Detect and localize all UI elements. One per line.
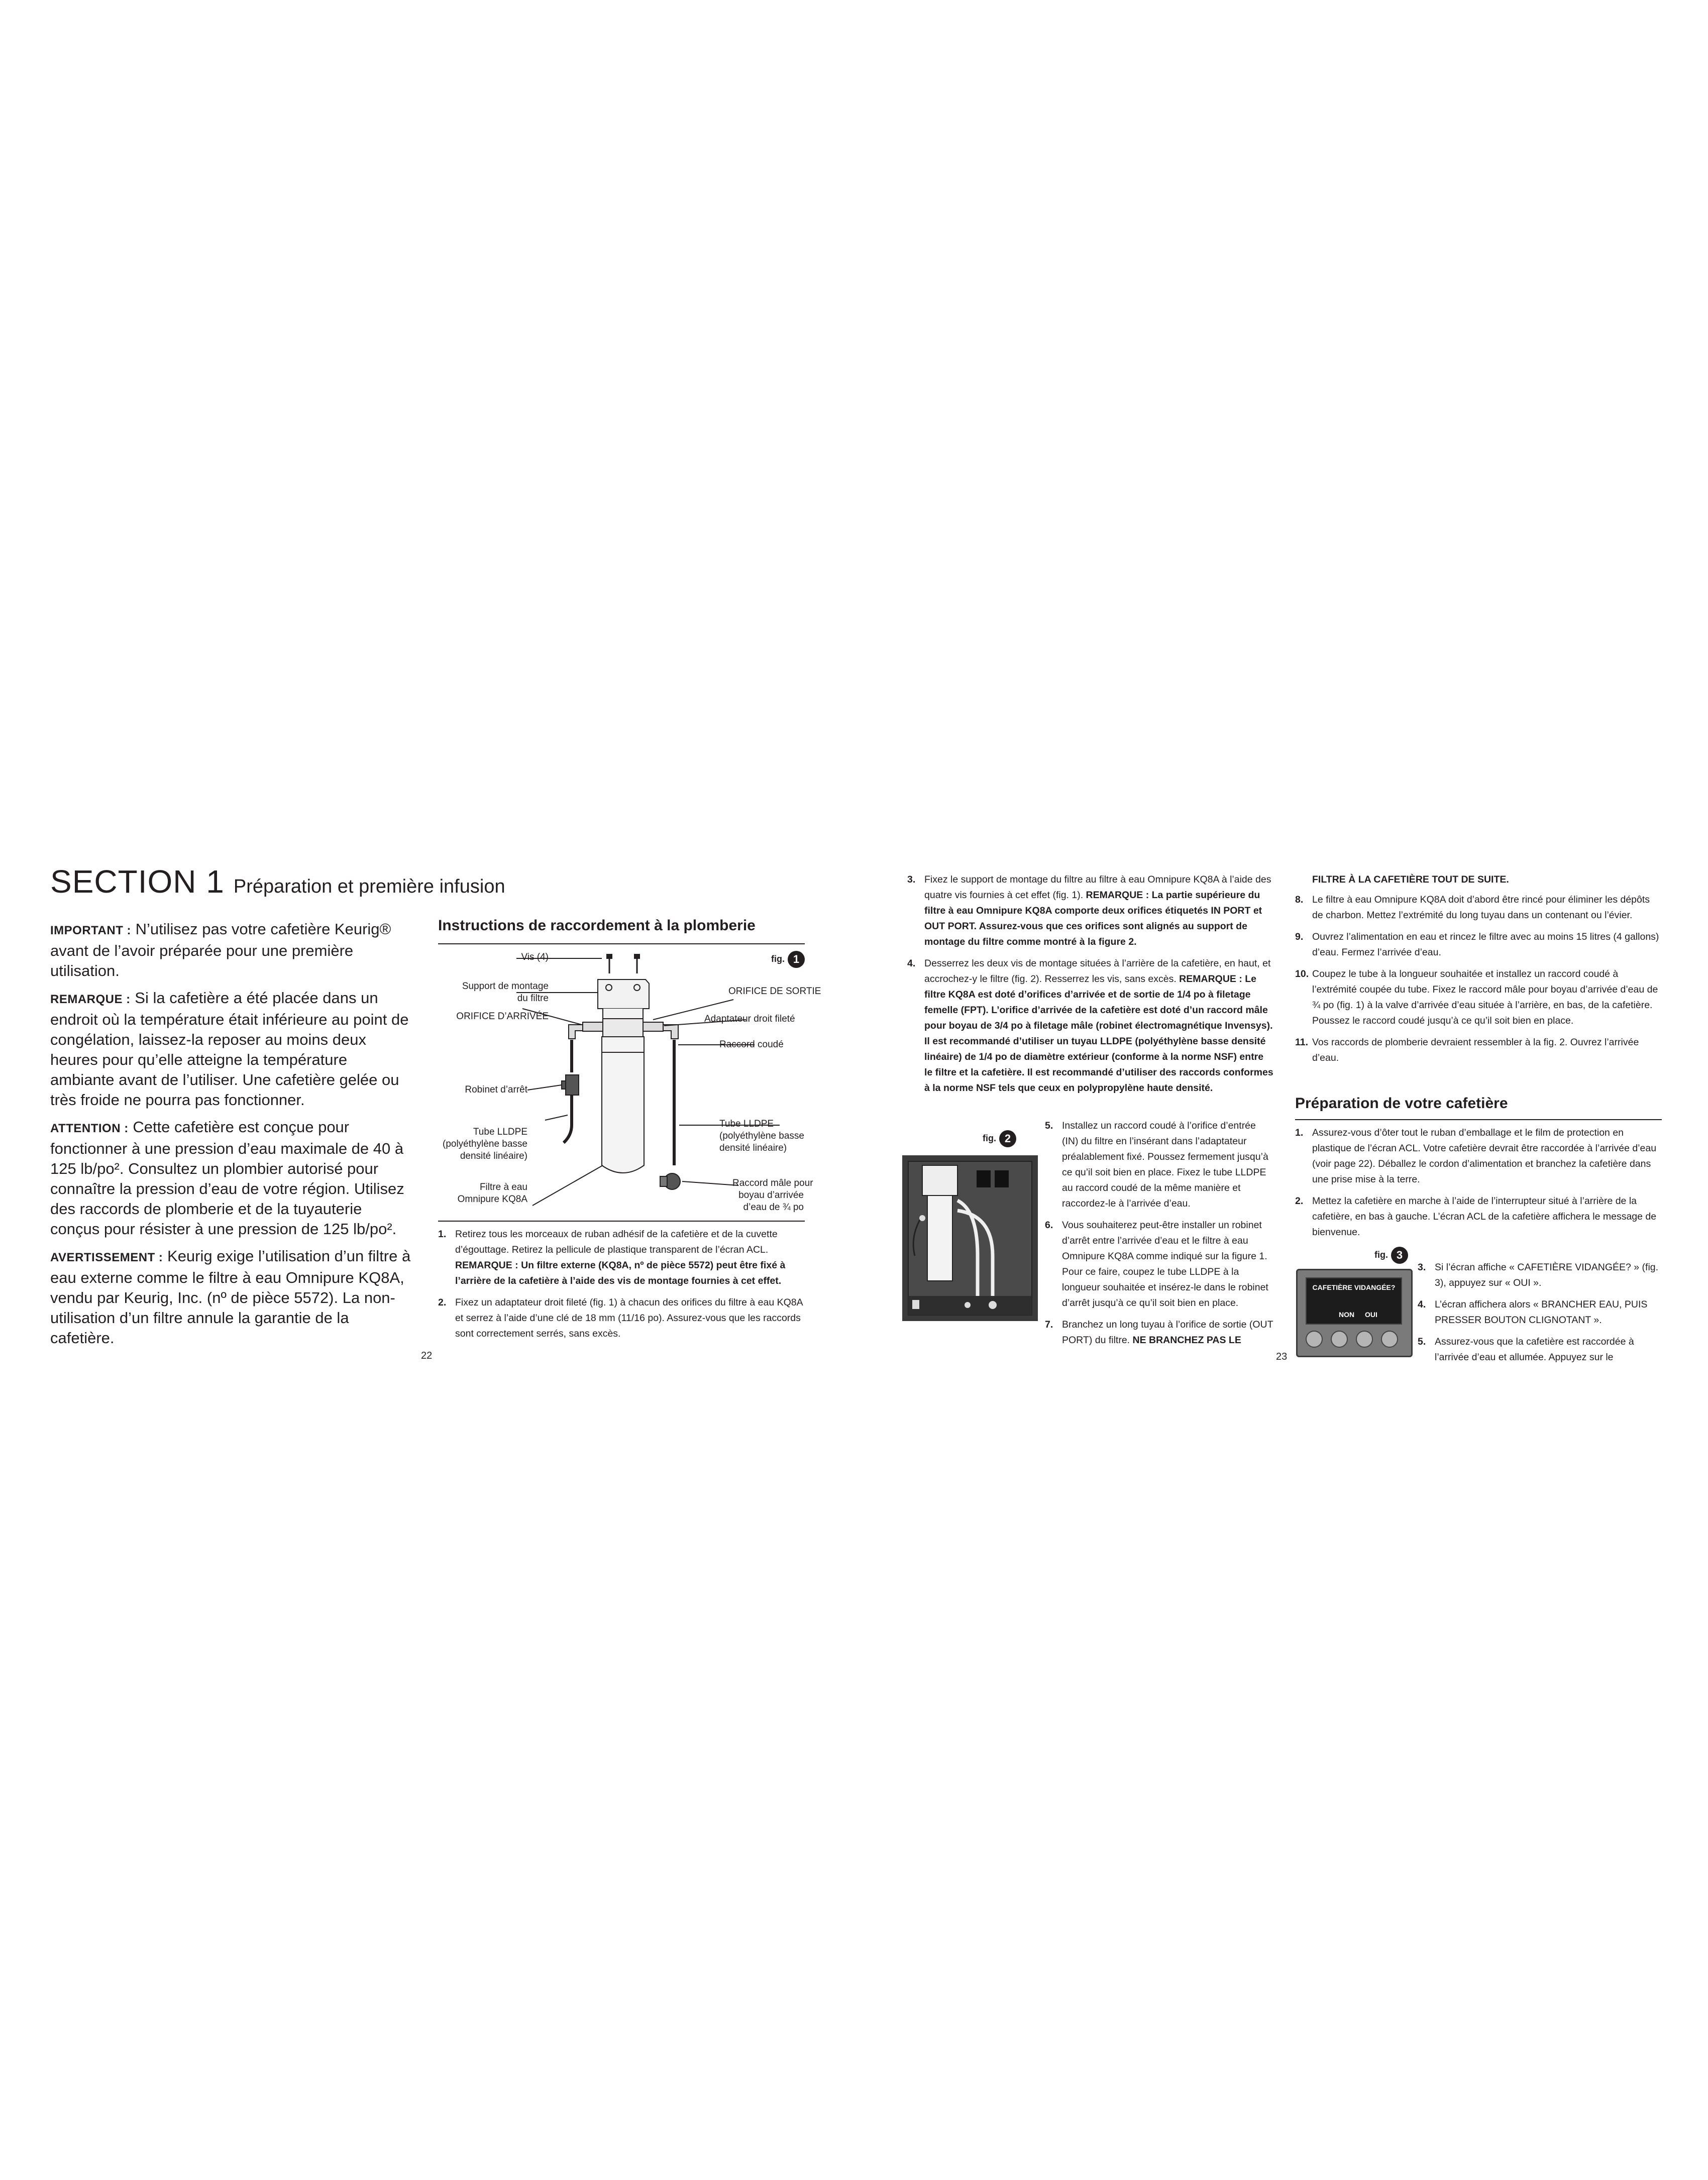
bracket-icon: [598, 979, 649, 1020]
label-shutoff-valve: Robinet d’arrêt: [465, 1084, 527, 1095]
label-bracket-1: Support de montage: [462, 981, 549, 992]
label-tube-right-3: densité linéaire): [719, 1143, 787, 1153]
fig1-tag: fig. 1: [771, 951, 805, 968]
label-elbow: Raccord coudé: [719, 1039, 784, 1050]
right-side-steps: [1418, 1260, 1664, 1371]
label-tube-left-1: Tube LLDPE: [473, 1127, 527, 1137]
middle-steps-side: [1045, 1118, 1274, 1354]
lcd-no-option: NON: [1339, 1311, 1355, 1319]
section-subtitle: Préparation et première infusion: [233, 876, 505, 897]
fig2-illustration: [902, 1155, 1038, 1321]
plumbing-steps: [438, 1227, 805, 1348]
label-adapter: Adaptateur droit fileté: [704, 1014, 795, 1024]
attention-note: ATTENTION : Cette cafetière est conçue pour fonctionner à une pression d’eau maximale de 40 à 125 lb/po². Consultez un plombier autorisé pour connaître la pression d’eau de votre région. Utilisez des raccords de plomberie et de la tuyauterie conçus pour résister à une pression de 125 lb/po².: [50, 1118, 404, 1238]
screw-icon: [634, 954, 639, 973]
label-tube-right-1: Tube LLDPE: [719, 1119, 774, 1129]
right-steps: [1295, 892, 1662, 1072]
step-item: 2. Mettez la cafetière en marche à l’aide de l’interrupteur situé à l’arrière de la cafetière, en bas à gauche. L’écran ACL de la cafetière affichera le message de bienvenue.: [1295, 1195, 1657, 1238]
label-filter-2: Omnipure KQ8A: [457, 1194, 527, 1205]
lcd-button-4[interactable]: [1381, 1331, 1398, 1348]
lcd-button-3[interactable]: [1356, 1331, 1373, 1348]
lcd-panel: [1296, 1269, 1413, 1357]
label-screws: Vis (4): [521, 952, 549, 962]
important-note: IMPORTANT : N’utilisez pas votre cafetière Keurig® avant de l’avoir préparée pour une première utilisation.: [50, 920, 391, 979]
fitting-in-icon: [569, 1022, 603, 1039]
lcd-button-1[interactable]: [1306, 1331, 1323, 1348]
filter-cartridge-icon: [602, 1037, 644, 1173]
label-inlet-port: ORIFICE D’ARRIVÉE: [456, 1011, 549, 1022]
fig2-tag: fig. 2: [983, 1130, 1016, 1147]
lcd-yes-option: OUI: [1365, 1311, 1377, 1319]
intro-notes: [50, 919, 412, 1355]
label-bracket-2: du filtre: [517, 993, 549, 1004]
fig3-tag: fig. 3: [1374, 1247, 1408, 1264]
page-number-left: 22: [421, 1350, 433, 1361]
step-item: 4. L’écran affichera alors « BRANCHER EAU, PUIS PRESSER BOUTON CLIGNOTANT ».: [1418, 1299, 1648, 1326]
step-item: 3. Fixez le support de montage du filtre au filtre à eau Omnipure KQ8A à l’aide des quatre vis fournies à cet effet (fig. 1). REMARQUE : La partie supérieure du filtre à eau Omnipure KQ8A comporte deux orifices étiquetés IN PORT et OUT PORT. Assurez-vous que ces orifices sont alignés au support de montage du filtre comme montré à la figure 2.: [907, 874, 1271, 947]
label-male-fitting-2: boyau d’arrivée: [738, 1190, 804, 1201]
remark-note: REMARQUE : Si la cafetière a été placée dans un endroit où la température était inférieure au point de congélation, laissez-la reposer au moins deux heures pour qu’elle atteigne la température ambiante avant de l’utiliser. Une cafetière gelée ou très froide ne pourra pas fonctionner.: [50, 989, 409, 1109]
shutoff-valve-icon: [562, 1075, 579, 1095]
step-item: 1. Assurez-vous d’ôter tout le ruban d’emballage et le film de protection en plastique de l’écran ACL. Votre cafetière devrait être raccordée à l’arrivée d’eau (voir page 22). Déballez le cordon d’alimentation et branchez la cafetière dans une prise mise à la terre.: [1295, 1127, 1657, 1185]
step-item: 10. Coupez le tube à la longueur souhaitée et installez un raccord coudé à l’extrémité coupée du tube. Fixez le raccord mâle pour boyau d’arrivée d’eau de ¾ po (fig. 1) à la valve d’arrivée d’eau située à l’arrière, en bas, de la cafetière. Poussez le raccord coudé jusqu’à ce qu’il soit bien en place.: [1295, 968, 1658, 1026]
plumbing-title: Instructions de raccordement à la plomberie: [438, 917, 756, 934]
lcd-screen: [1306, 1277, 1402, 1325]
step-item: 5. Installez un raccord coudé à l’orifice d’entrée (IN) du filtre en l’insérant dans l’adaptateur préalablement fixé. Poussez fermement jusqu’à ce qu’il soit bien en place. Fixez le tube LLDPE au raccord coudé de la même manière et raccordez-le à l’arrivée d’eau.: [1045, 1120, 1268, 1209]
filter-head-icon: [603, 1019, 643, 1037]
step-item: 7. Branchez un long tuyau à l’orifice de sortie (OUT PORT) du filtre. NE BRANCHEZ PAS LE: [1045, 1319, 1273, 1346]
label-tube-left-3: densité linéaire): [460, 1151, 527, 1161]
warning-note: AVERTISSEMENT : Keurig exige l’utilisation d’un filtre à eau externe comme le filtre à eau Omnipure KQ8A, vendu par Keurig, Inc. (nº de pièce 5572). La non-utilisation d’un filtre annule la garantie de la cafetière.: [50, 1247, 411, 1347]
step-item: 11. Vos raccords de plomberie devraient ressembler à la fig. 2. Ouvrez l’arrivée d’eau.: [1295, 1037, 1639, 1063]
label-male-fitting-3: d’eau de ¾ po: [743, 1202, 804, 1213]
lcd-title: CAFETIÈRE VIDANGÉE?: [1312, 1283, 1396, 1291]
plumbing-steps-rule: [438, 1221, 805, 1222]
label-tube-left-2: (polyéthylène basse: [443, 1139, 527, 1149]
step-item: 4. Desserrez les deux vis de montage situées à l’arrière de la cafetière, en haut, et accrochez-y le filtre (fig. 2). Resserrez les vis, sans excès. REMARQUE : Le filtre KQ8A est doté d’orifices d’arrivée et de sortie de 1/4 po à filetage femelle (FPT). L’orifice d’arrivée de la cafetière est doté d’un raccord mâle pour boyau de 3/4 po à filetage mâle (robinet électromagnétique Invensys). Il est recommandé d’utiliser un tuyau LLDPE (polyéthylène basse densité linéaire) de 1/4 po de diamètre extérieur (conforme à la norme NSF) entre le filtre et la cafetière. Il est recommandé d’utiliser des raccords conformes à la norme NSF tels que ceux en polypropylène haute densité.: [907, 958, 1273, 1094]
step-item: 5. Assurez-vous que la cafetière est raccordée à l’arrivée d’eau et allumée. Appuyez sur le: [1418, 1336, 1634, 1363]
step-item: 6. Vous souhaiterez peut-être installer un robinet d’arrêt entre l’arrivée d’eau et le filtre à eau Omnipure KQ8A comme indiqué sur la figure 1. Pour ce faire, coupez le tube LLDPE à la longueur souhaitée et insérez-le dans le robinet d’arrêt jusqu’à ce qu’il soit bien en place.: [1045, 1220, 1268, 1309]
section-heading: [50, 863, 505, 900]
screw-icon: [607, 954, 612, 973]
continued-note: FILTRE À LA CAFETIÈRE TOUT DE SUITE.: [1312, 874, 1509, 885]
step-item: 1. Retirez tous les morceaux de ruban adhésif de la cafetière et de la cuvette d’égouttage. Retirez la pellicule de plastique transparent de l’écran ACL. REMARQUE : Un filtre externe (KQ8A, nº de pièce 5572) peut être fixé à l’arrière de la cafetière à l’aide des vis de montage fournies à cet effet.: [438, 1229, 786, 1286]
label-outlet-port: ORIFICE DE SORTIE: [728, 986, 821, 997]
filter-cartridge-icon: [927, 1195, 952, 1281]
section-title: SECTION 1: [50, 863, 225, 900]
step-item: 3. Si l’écran affiche « CAFETIÈRE VIDANGÉE? » (fig. 3), appuyez sur « OUI ».: [1418, 1262, 1659, 1288]
middle-steps-top: [907, 872, 1274, 1102]
prep-title: Préparation de votre cafetière: [1295, 1095, 1508, 1112]
prep-title-rule: [1295, 1119, 1662, 1120]
prep-steps: [1295, 1125, 1662, 1246]
page-number-right: 23: [1276, 1351, 1288, 1362]
label-male-fitting-1: Raccord mâle pour: [732, 1178, 813, 1188]
step-item: 8. Le filtre à eau Omnipure KQ8A doit d’abord être rincé pour éliminer les dépôts de charbon. Mettez l’extrémité du long tuyau dans un contenant ou l’évier.: [1295, 894, 1650, 921]
label-filter-1: Filtre à eau: [479, 1182, 527, 1192]
label-tube-right-2: (polyéthylène basse: [719, 1131, 804, 1141]
lcd-button-2[interactable]: [1331, 1331, 1348, 1348]
male-fitting-icon: [660, 1173, 680, 1189]
step-item: 2. Fixez un adaptateur droit fileté (fig. 1) à chacun des orifices du filtre à eau KQ8A et serrez à l’aide d’une clé de 18 mm (11/16 po). Assurez-vous que les raccords sont correctement serrés, sans excès.: [438, 1297, 803, 1339]
step-item: 9. Ouvrez l’alimentation en eau et rincez le filtre avec au moins 15 litres (4 gallons) d’eau. Fermez l’arrivée d’eau.: [1295, 931, 1659, 958]
